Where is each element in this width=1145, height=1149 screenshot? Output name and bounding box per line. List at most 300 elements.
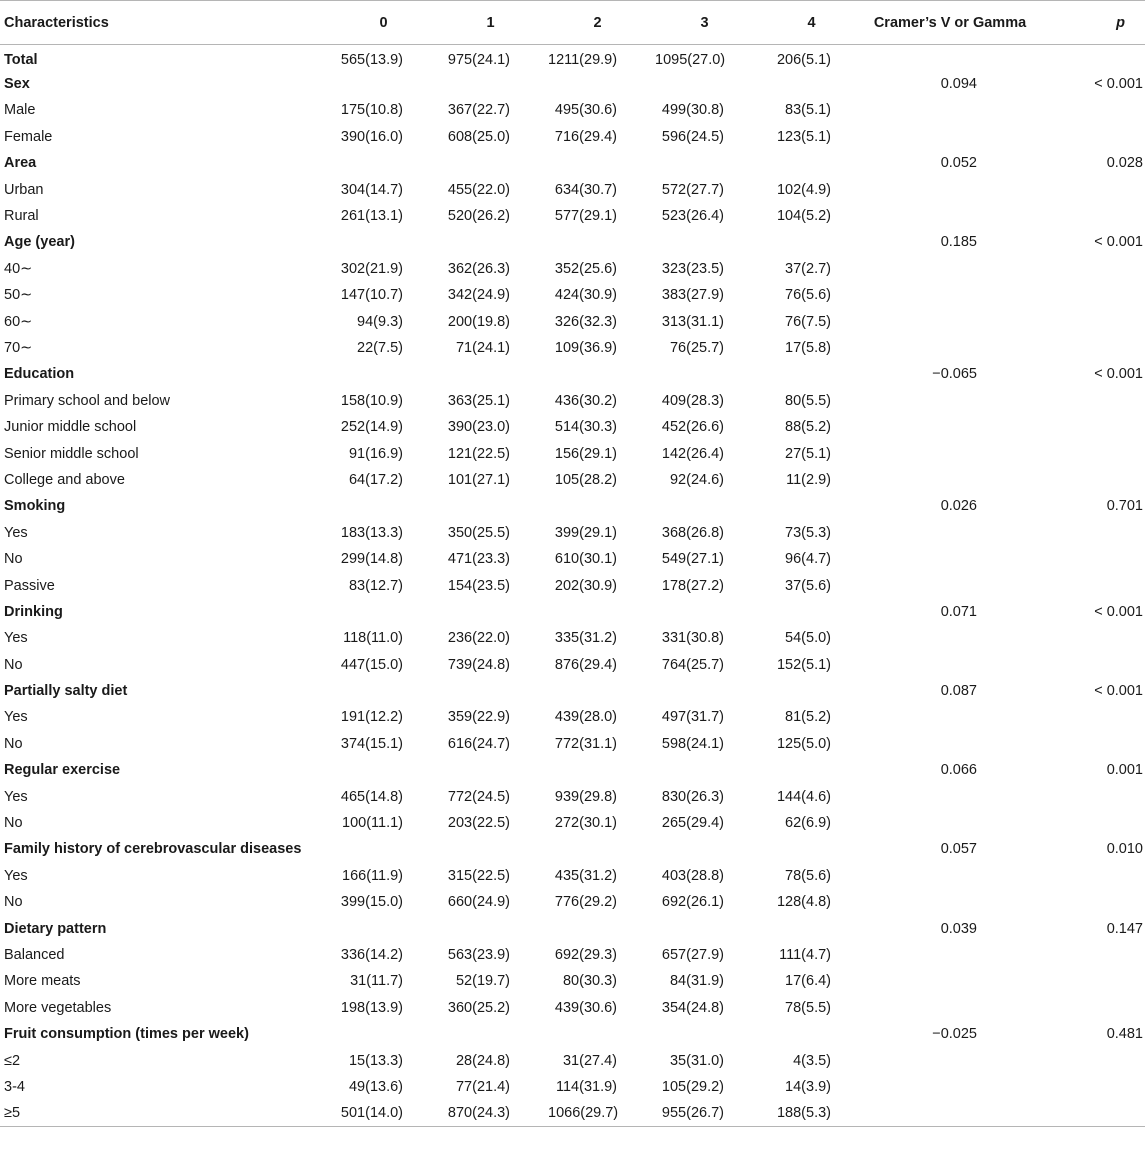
cell-level-2 — [544, 757, 651, 783]
cell-level-0: 64(17.2) — [348, 471, 403, 488]
header-cramers-v-or-gamma: Cramer’s V or Gamma — [865, 1, 1035, 45]
row-label: No — [4, 815, 23, 832]
cell-level-1: 360(25.2) — [447, 999, 510, 1016]
cell-p-value — [1035, 440, 1145, 466]
row-label: Passive — [4, 577, 55, 594]
cell-level-1: 350(25.5) — [447, 524, 510, 541]
cell-cramers-v-or-gamma — [865, 889, 1035, 915]
cell-level-2: 202(30.9) — [554, 577, 617, 594]
cell-level-4: 81(5.2) — [785, 709, 831, 726]
cell-cramers-v-or-gamma — [865, 388, 1035, 414]
cell-cramers-v-or-gamma — [865, 625, 1035, 651]
cell-p-value: < 0.001 — [1094, 76, 1143, 93]
cell-level-4 — [758, 71, 865, 97]
cell-level-2: 939(29.8) — [554, 788, 617, 805]
table-row — [0, 467, 1145, 493]
cell-cramers-v-or-gamma: 0.071 — [940, 603, 977, 620]
cell-level-3: 35(31.0) — [669, 1052, 724, 1069]
cell-level-0: 183(13.3) — [340, 524, 403, 541]
cell-level-0: 31(11.7) — [350, 973, 403, 990]
cell-level-1: 121(22.5) — [447, 445, 510, 462]
row-label: Rural — [4, 208, 39, 225]
row-label: Yes — [4, 788, 28, 805]
cell-level-2 — [544, 836, 651, 862]
cell-level-4: 54(5.0) — [785, 630, 831, 647]
cell-level-2: 436(30.2) — [554, 392, 617, 409]
cell-level-2: 439(30.6) — [554, 999, 617, 1016]
row-label: Urban — [4, 181, 44, 198]
cell-level-4: 37(5.6) — [785, 577, 831, 594]
cell-p-value: 0.701 — [1106, 498, 1143, 515]
cell-level-4: 17(6.4) — [785, 973, 831, 990]
header-col-1: 1 — [437, 1, 544, 45]
cell-level-0: 374(15.1) — [340, 735, 403, 752]
cell-cramers-v-or-gamma — [865, 1047, 1035, 1073]
group-label: Area — [4, 155, 37, 172]
cell-level-1 — [437, 150, 544, 176]
table-row — [0, 731, 1145, 757]
cell-level-1 — [437, 915, 544, 941]
cell-level-0: 336(14.2) — [340, 946, 403, 963]
cell-level-2: 514(30.3) — [554, 419, 617, 436]
cell-level-2: 776(29.2) — [554, 894, 617, 911]
cell-cramers-v-or-gamma — [865, 1100, 1035, 1126]
row-label: Yes — [4, 709, 28, 726]
cell-level-1 — [437, 493, 544, 519]
table-row — [0, 414, 1145, 440]
cell-level-0: 302(21.9) — [340, 260, 403, 277]
cell-level-4: 4(3.5) — [793, 1052, 831, 1069]
cell-cramers-v-or-gamma — [865, 282, 1035, 308]
cell-level-2: 156(29.1) — [554, 445, 617, 462]
cell-level-3 — [651, 836, 758, 862]
cell-level-1 — [437, 678, 544, 704]
cell-p-value: < 0.001 — [1094, 683, 1143, 700]
cell-level-2: 80(30.3) — [562, 973, 617, 990]
cell-level-0: 147(10.7) — [340, 287, 403, 304]
cell-level-2: 577(29.1) — [554, 208, 617, 225]
cell-level-1: 563(23.9) — [447, 946, 510, 963]
table-group-row — [0, 229, 1145, 255]
cell-level-4: 104(5.2) — [776, 208, 831, 225]
cell-cramers-v-or-gamma — [865, 414, 1035, 440]
row-label: Senior middle school — [4, 445, 139, 462]
row-label: No — [4, 656, 23, 673]
cell-level-3 — [651, 757, 758, 783]
cell-level-0: 252(14.9) — [340, 419, 403, 436]
cell-level-4: 62(6.9) — [785, 815, 831, 832]
table-row — [0, 1074, 1145, 1100]
cell-p-value — [1035, 45, 1145, 71]
cell-level-4: 152(5.1) — [776, 656, 831, 673]
row-label: ≤2 — [4, 1052, 21, 1069]
cell-level-4: 88(5.2) — [785, 419, 831, 436]
cell-p-value: 0.028 — [1106, 155, 1143, 172]
cell-level-3: 368(26.8) — [661, 524, 724, 541]
row-label: 50∼ — [4, 287, 33, 304]
table-row — [0, 282, 1145, 308]
cell-level-1: 200(19.8) — [447, 313, 510, 330]
cell-level-3: 452(26.6) — [661, 419, 724, 436]
cell-level-0: 261(13.1) — [340, 208, 403, 225]
row-label: More meats — [4, 973, 81, 990]
cell-level-4 — [758, 493, 865, 519]
cell-level-3 — [651, 71, 758, 97]
cell-p-value: < 0.001 — [1094, 234, 1143, 251]
cell-level-0: 299(14.8) — [340, 551, 403, 568]
cell-level-1: 203(22.5) — [447, 815, 510, 832]
cell-level-1: 367(22.7) — [447, 102, 510, 119]
cell-cramers-v-or-gamma: 0.066 — [940, 762, 977, 779]
cell-level-0 — [330, 836, 437, 862]
cell-level-4: 144(4.6) — [776, 788, 831, 805]
cell-level-1: 101(27.1) — [447, 471, 510, 488]
table-row — [0, 572, 1145, 598]
cell-level-1 — [437, 71, 544, 97]
cell-level-4: 123(5.1) — [776, 128, 831, 145]
cell-level-3 — [651, 493, 758, 519]
cell-level-4: 125(5.0) — [776, 735, 831, 752]
row-label: Yes — [4, 867, 28, 884]
cell-level-2: 876(29.4) — [554, 656, 617, 673]
table-row — [0, 625, 1145, 651]
cell-cramers-v-or-gamma — [865, 176, 1035, 202]
table-group-row — [0, 71, 1145, 97]
cell-level-0 — [330, 915, 437, 941]
cell-level-2: 335(31.2) — [554, 630, 617, 647]
cell-level-3: 142(26.4) — [661, 445, 724, 462]
cell-p-value: 0.001 — [1106, 762, 1143, 779]
cell-p-value — [1035, 414, 1145, 440]
cell-level-3 — [651, 361, 758, 387]
cell-level-0: 198(13.9) — [340, 999, 403, 1016]
cell-cramers-v-or-gamma — [865, 520, 1035, 546]
cell-level-0: 118(11.0) — [343, 630, 403, 647]
row-label: No — [4, 894, 23, 911]
cell-level-4: 80(5.5) — [785, 392, 831, 409]
row-label: Yes — [4, 524, 28, 541]
cell-p-value — [1035, 176, 1145, 202]
cell-p-value — [1035, 783, 1145, 809]
cell-level-3: 830(26.3) — [661, 788, 724, 805]
cell-level-3: 105(29.2) — [661, 1078, 724, 1095]
group-label: Fruit consumption (times per week) — [4, 1026, 249, 1043]
cell-level-4 — [758, 757, 865, 783]
cell-cramers-v-or-gamma — [865, 942, 1035, 968]
table-row — [0, 520, 1145, 546]
cell-level-3: 383(27.9) — [661, 287, 724, 304]
table-group-row — [0, 915, 1145, 941]
cell-level-2: 326(32.3) — [554, 313, 617, 330]
cell-level-4: 37(2.7) — [785, 260, 831, 277]
table-row — [0, 176, 1145, 202]
cell-cramers-v-or-gamma — [865, 203, 1035, 229]
table-group-row — [0, 45, 1145, 71]
cell-level-4 — [758, 599, 865, 625]
group-label: Age (year) — [4, 234, 75, 251]
cell-level-4: 14(3.9) — [785, 1078, 831, 1095]
cell-level-0: 399(15.0) — [340, 894, 403, 911]
cell-level-1: 52(19.7) — [455, 973, 510, 990]
cell-cramers-v-or-gamma: −0.025 — [932, 1026, 977, 1043]
cell-level-1: 390(23.0) — [447, 419, 510, 436]
cell-level-3 — [651, 599, 758, 625]
cell-level-2 — [544, 1021, 651, 1047]
header-p-value: p — [1035, 1, 1145, 45]
group-label: Regular exercise — [4, 762, 121, 779]
cell-level-4: 78(5.5) — [785, 999, 831, 1016]
cell-level-1: 608(25.0) — [447, 128, 510, 145]
cell-cramers-v-or-gamma — [865, 810, 1035, 836]
cell-level-0: 447(15.0) — [340, 656, 403, 673]
cell-p-value — [1035, 1047, 1145, 1073]
cell-level-2: 272(30.1) — [554, 815, 617, 832]
row-label: Female — [4, 128, 53, 145]
row-label: 3-4 — [4, 1078, 25, 1095]
cell-level-0: 83(12.7) — [348, 577, 403, 594]
row-label: 40∼ — [4, 260, 33, 277]
cell-level-4 — [758, 836, 865, 862]
cell-level-0: 304(14.7) — [340, 181, 403, 198]
cell-p-value: 0.481 — [1106, 1026, 1143, 1043]
table-row — [0, 889, 1145, 915]
cell-level-3: 549(27.1) — [661, 551, 724, 568]
table-row — [0, 440, 1145, 466]
row-label: More vegetables — [4, 999, 112, 1016]
cell-level-1: 359(22.9) — [447, 709, 510, 726]
cell-level-1: 71(24.1) — [455, 339, 510, 356]
cell-cramers-v-or-gamma: 0.087 — [940, 683, 977, 700]
cell-cramers-v-or-gamma — [865, 335, 1035, 361]
cell-level-0: 565(13.9) — [340, 52, 403, 69]
cell-level-4: 111(4.7) — [779, 946, 831, 963]
cell-level-0 — [330, 599, 437, 625]
group-label: Sex — [4, 76, 30, 93]
cell-level-2: 31(27.4) — [562, 1052, 617, 1069]
cell-p-value — [1035, 968, 1145, 994]
cell-level-4: 76(5.6) — [785, 287, 831, 304]
row-label: College and above — [4, 471, 125, 488]
cell-level-4: 17(5.8) — [785, 339, 831, 356]
cell-level-0: 158(10.9) — [340, 392, 403, 409]
cell-level-4: 78(5.6) — [785, 867, 831, 884]
cell-level-2: 634(30.7) — [554, 181, 617, 198]
group-label: Dietary pattern — [4, 920, 107, 937]
table-row — [0, 863, 1145, 889]
cell-level-4: 83(5.1) — [785, 102, 831, 119]
cell-level-1: 739(24.8) — [447, 656, 510, 673]
cell-level-3: 354(24.8) — [661, 999, 724, 1016]
table-row — [0, 124, 1145, 150]
table-row — [0, 1047, 1145, 1073]
row-label: Balanced — [4, 946, 65, 963]
cell-p-value: < 0.001 — [1094, 366, 1143, 383]
cell-level-1: 28(24.8) — [455, 1052, 510, 1069]
group-label: Family history of cerebrovascular diseases — [4, 841, 302, 858]
cell-level-2 — [544, 150, 651, 176]
cell-p-value — [1035, 572, 1145, 598]
cell-level-0: 501(14.0) — [330, 1100, 437, 1126]
cell-cramers-v-or-gamma: 0.039 — [940, 920, 977, 937]
cell-level-0: 94(9.3) — [357, 313, 403, 330]
cell-level-2: 352(25.6) — [554, 260, 617, 277]
cell-level-1: 342(24.9) — [447, 287, 510, 304]
cell-p-value — [1035, 546, 1145, 572]
cell-p-value — [1035, 335, 1145, 361]
cell-level-1 — [437, 757, 544, 783]
cell-p-value — [1035, 1100, 1145, 1126]
cell-level-2 — [544, 915, 651, 941]
cell-level-4: 76(7.5) — [785, 313, 831, 330]
cell-p-value — [1035, 651, 1145, 677]
cell-cramers-v-or-gamma — [865, 546, 1035, 572]
cell-level-4: 11(2.9) — [786, 471, 831, 488]
header-col-0: 0 — [330, 1, 437, 45]
cell-p-value — [1035, 810, 1145, 836]
cell-p-value — [1035, 625, 1145, 651]
cell-level-2 — [544, 599, 651, 625]
cell-level-4 — [758, 1021, 865, 1047]
cell-level-1: 975(24.1) — [447, 52, 510, 69]
row-label: Primary school and below — [4, 392, 171, 409]
cell-cramers-v-or-gamma: 0.057 — [940, 841, 977, 858]
cell-level-0: 49(13.6) — [348, 1078, 403, 1095]
table-group-row — [0, 678, 1145, 704]
cell-level-0: 166(11.9) — [342, 867, 403, 884]
cell-cramers-v-or-gamma — [865, 97, 1035, 123]
cell-level-0: 100(11.1) — [342, 815, 403, 832]
cell-level-3: 598(24.1) — [661, 735, 724, 752]
group-label: Education — [4, 366, 75, 383]
cell-p-value — [1035, 704, 1145, 730]
cell-p-value — [1035, 467, 1145, 493]
cell-level-0: 175(10.8) — [340, 102, 403, 119]
cell-p-value — [1035, 520, 1145, 546]
cell-level-0 — [330, 150, 437, 176]
cell-level-1: 471(23.3) — [447, 551, 510, 568]
cell-level-1 — [437, 836, 544, 862]
cell-level-4 — [758, 229, 865, 255]
table-group-row — [0, 757, 1145, 783]
table-header-row — [0, 1, 1145, 45]
row-label: Yes — [4, 630, 28, 647]
table-row — [0, 97, 1145, 123]
cell-cramers-v-or-gamma: 0.052 — [940, 155, 977, 172]
cell-p-value — [1035, 863, 1145, 889]
cell-level-2 — [544, 678, 651, 704]
cell-level-1: 455(22.0) — [447, 181, 510, 198]
cell-level-2: 114(31.9) — [556, 1078, 617, 1095]
cell-p-value — [1035, 203, 1145, 229]
cell-level-1 — [437, 361, 544, 387]
cell-level-4: 73(5.3) — [785, 524, 831, 541]
cell-level-2: 610(30.1) — [554, 551, 617, 568]
cell-level-0 — [330, 361, 437, 387]
cell-cramers-v-or-gamma — [865, 863, 1035, 889]
cell-level-0 — [330, 757, 437, 783]
cell-cramers-v-or-gamma — [865, 1074, 1035, 1100]
table-row — [0, 704, 1145, 730]
cell-level-0: 390(16.0) — [340, 128, 403, 145]
cell-p-value: 0.010 — [1106, 841, 1143, 858]
cell-p-value — [1035, 256, 1145, 282]
cell-p-value: 0.147 — [1106, 920, 1143, 937]
header-col-4: 4 — [758, 1, 865, 45]
cell-p-value — [1035, 942, 1145, 968]
cell-level-1 — [437, 1021, 544, 1047]
cell-level-2: 495(30.6) — [554, 102, 617, 119]
cell-cramers-v-or-gamma: −0.065 — [932, 366, 977, 383]
cell-p-value — [1035, 124, 1145, 150]
table-group-row — [0, 599, 1145, 625]
cell-level-1: 236(22.0) — [447, 630, 510, 647]
cell-level-3 — [651, 150, 758, 176]
cell-level-2 — [544, 71, 651, 97]
table-row — [0, 995, 1145, 1021]
row-label: 60∼ — [4, 313, 33, 330]
cell-p-value — [1035, 308, 1145, 334]
cell-level-2: 692(29.3) — [554, 946, 617, 963]
table-row — [0, 388, 1145, 414]
cell-level-0 — [330, 1021, 437, 1047]
table-row — [0, 942, 1145, 968]
cell-level-4 — [758, 915, 865, 941]
header-characteristics: Characteristics — [0, 1, 330, 45]
row-label: Male — [4, 102, 36, 119]
cell-level-0 — [330, 71, 437, 97]
table-row — [0, 203, 1145, 229]
cell-level-2: 716(29.4) — [554, 128, 617, 145]
cell-level-4: 27(5.1) — [785, 445, 831, 462]
cell-level-3: 323(23.5) — [661, 260, 724, 277]
cell-level-3 — [651, 915, 758, 941]
cell-level-3: 499(30.8) — [661, 102, 724, 119]
cell-level-1: 772(24.5) — [447, 788, 510, 805]
group-label: Smoking — [4, 498, 66, 515]
cell-level-3: 409(28.3) — [661, 392, 724, 409]
cell-level-1: 362(26.3) — [447, 260, 510, 277]
table-group-row — [0, 361, 1145, 387]
cell-cramers-v-or-gamma — [865, 45, 1035, 71]
cell-level-3: 331(30.8) — [661, 630, 724, 647]
cell-level-4: 206(5.1) — [776, 52, 831, 69]
cell-level-3: 657(27.9) — [661, 946, 724, 963]
cell-level-2: 399(29.1) — [554, 524, 617, 541]
cell-level-1: 870(24.3) — [437, 1100, 544, 1126]
row-label: Junior middle school — [4, 419, 137, 436]
cell-cramers-v-or-gamma — [865, 572, 1035, 598]
cell-cramers-v-or-gamma: 0.185 — [940, 234, 977, 251]
cell-level-3: 92(24.6) — [669, 471, 724, 488]
cell-p-value — [1035, 995, 1145, 1021]
cell-level-4: 188(5.3) — [758, 1100, 865, 1126]
cell-cramers-v-or-gamma — [865, 968, 1035, 994]
table-row — [0, 810, 1145, 836]
cell-cramers-v-or-gamma — [865, 308, 1035, 334]
table-body — [0, 45, 1145, 1127]
cell-level-3: 1095(27.0) — [655, 52, 726, 69]
cell-cramers-v-or-gamma — [865, 440, 1035, 466]
cell-level-2: 424(30.9) — [554, 287, 617, 304]
table-group-row — [0, 836, 1145, 862]
cell-level-0: 22(7.5) — [357, 339, 403, 356]
cell-level-2: 772(31.1) — [554, 735, 617, 752]
cell-level-2: 1211(29.9) — [548, 52, 618, 69]
table-row — [0, 308, 1145, 334]
cell-level-2: 109(36.9) — [554, 339, 617, 356]
cell-level-3 — [651, 1021, 758, 1047]
cell-level-1: 77(21.4) — [455, 1078, 510, 1095]
